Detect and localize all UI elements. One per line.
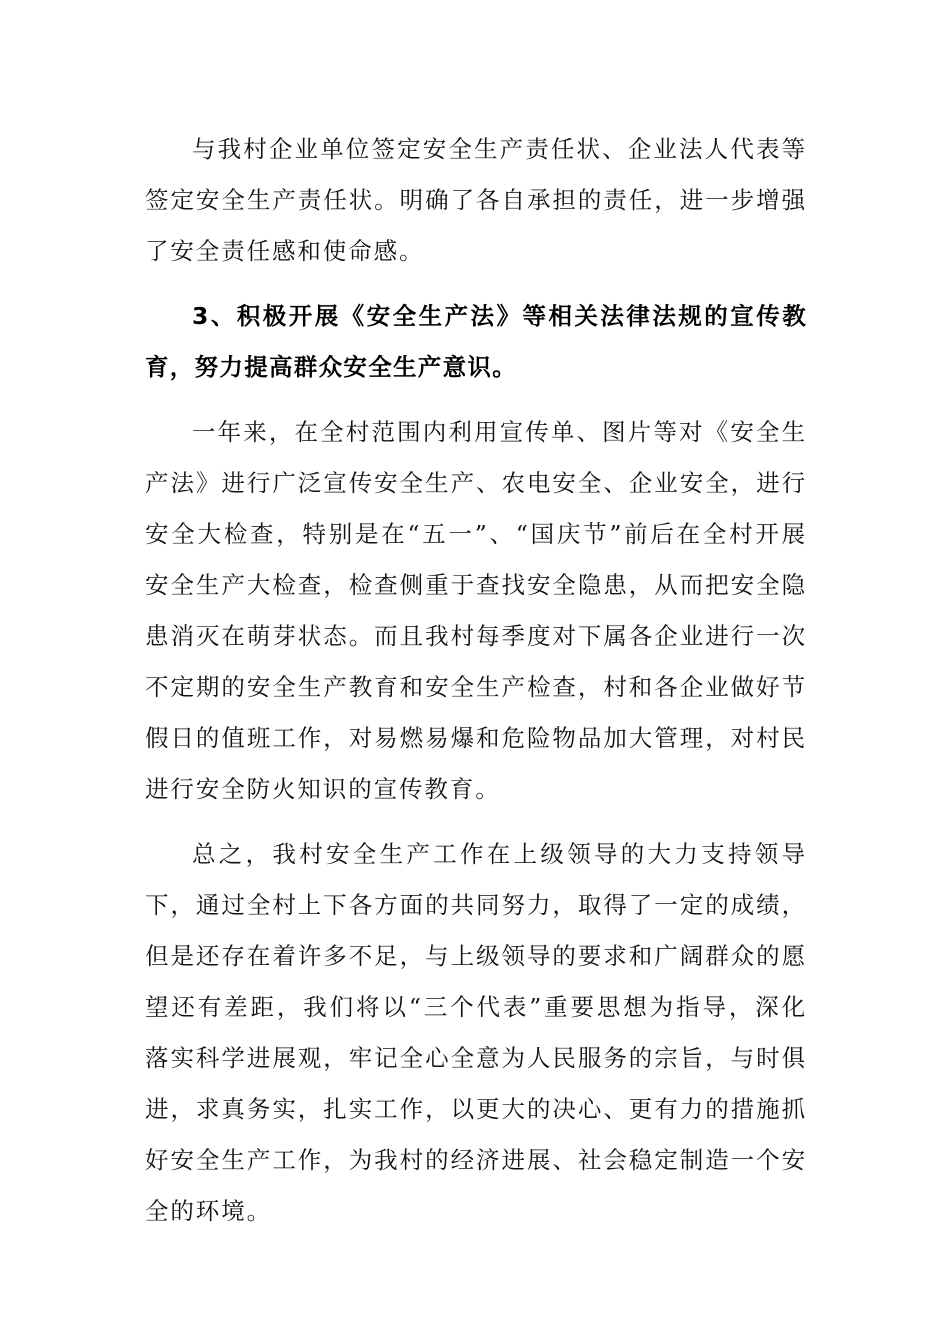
section-heading-publicity: 3、积极开展《安全生产法》等相关法律法规的宣传教育，努力提高群众安全生产意识。: [145, 302, 807, 381]
paragraph-responsibility-contracts: 与我村企业单位签定安全生产责任状、企业法人代表等签定安全生产责任状。明确了各自承担的责任，进一步增强了安全责任感和使命感。: [145, 135, 807, 265]
paragraph-publicity-work: 一年来，在全村范围内利用宣传单、图片等对《安全生产法》进行广泛宣传安全生产、农电安全、企业安全，进行安全大检查，特别是在“五一”、“国庆节”前后在全村开展安全生产大检查，检查侧重于查找安全隐患，从而把安全隐患消灭在萌芽状态。而且我村每季度对下属各企业进行一次不定期的安全生产教育和安全生产检查，村和各企业做好节假日的值班工作，对易燃易爆和危险物品加大管理，对村民进行安全防火知识的宣传教育。: [145, 418, 807, 803]
paragraph-conclusion: 总之，我村安全生产工作在上级领导的大力支持领导下，通过全村上下各方面的共同努力，取得了一定的成绩，但是还存在着许多不足，与上级领导的要求和广阔群众的愿望还有差距，我们将以“三个代表”重要思想为指导，深化落实科学进展观，牢记全心全意为人民服务的宗旨，与时俱进，求真务实，扎实工作，以更大的决心、更有力的措施抓好安全生产工作，为我村的经济进展、社会稳定制造一个安全的环境。: [145, 840, 807, 1225]
document-body: [145, 124, 807, 1237]
